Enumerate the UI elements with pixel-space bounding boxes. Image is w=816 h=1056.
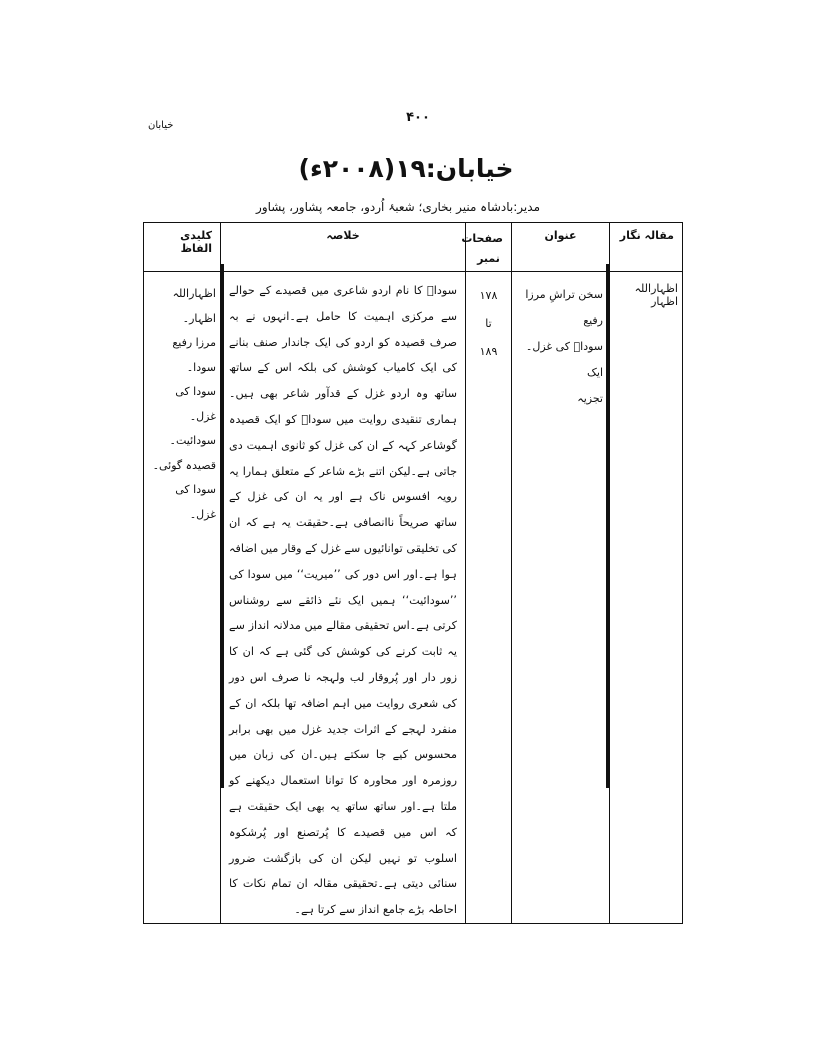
header-keywords: کلیدی الفاظ — [144, 223, 221, 272]
keyword: سودا کی غزل۔ — [175, 385, 216, 423]
cell-summary: سوداؔ کا نام اردو شاعری میں قصیدے کے حوالے سے مرکزی اہمیت کا حامل ہے۔انہوں نے بہ صرف قصیدہ کو اردو کی ایک جاندار صنف بنانے کی ایک کامیاب کوشش کی بلکہ اس کے ساتھ ساتھ وہ اردو غزل کے قدآور شاعر بھی ہیں۔ہماری تنقیدی روایت میں سوداؔ کو ایک قصیدہ گوشاعر کہہ کے ان کی غزل کو ثانوی اہمیت دی جاتی ہے۔لیکن اتنے بڑے شاعر کے متعلق ہمارا یہ رویہ افسوس ناک ہے اور یہ ان کی غزل کے ساتھ صریحاً ناانصافی ہے۔حقیقت یہ ہے کہ ان کی تخلیقی توانائیوں سے غزل کے وقار میں اضافہ ہوا ہے۔اور اس دور کی ’’میریت‘‘ میں سودا کی ’’سودائیت‘‘ ہمیں ایک نئے ذائقے سے روشناس کرتی ہے۔اس تحقیقی مقالے میں مدلانہ انداز سے یہ ثابت کرنے کی کوشش کی گئی ہے کہ ان کا زور دار اور پُروقار لب ولہجہ نا صرف اس دور کی شعری روایت میں اہم اضافہ تھا بلکہ ان کے منفرد لہجے کے اثرات جدید غزل میں بھی برابر محسوس کیے جا سکتے ہیں۔ان کی زبان میں روزمرہ اور محاورہ کا توانا استعمال دیکھنے کو ملتا ہے۔اور ساتھ ساتھ یہ بھی ایک حقیقت ہے کہ اس میں قصیدے کا پُرتصنع اور پُرشکوہ اسلوب تو نہیں لیکن ان کی بازگشت ضرور سنائی دیتی ہے۔تحقیقی مقالہ ان تمام نکات کا احاطہ بڑے جامع انداز سے کرتا ہے۔ — [221, 272, 466, 924]
keyword: قصیدہ گوئی۔ — [152, 458, 216, 472]
page-number: ۴۰۰ — [406, 110, 430, 125]
title-line: سخن تراشِ مرزا رفیع — [525, 288, 603, 327]
keyword: سودا کی غزل۔ — [175, 483, 216, 521]
journal-title: خیابان:۱۹(۲۰۰۸ء) — [298, 154, 514, 183]
cell-keywords — [144, 272, 221, 924]
title-line: سوداؔ کی غزل۔ایک — [525, 340, 603, 379]
column-rule — [606, 264, 609, 788]
cell-author: اظہاراللہ اظہار — [610, 272, 683, 924]
cell-title — [512, 272, 610, 924]
table-header-row — [144, 223, 683, 272]
header-summary: خلاصہ — [221, 223, 466, 272]
table-row — [144, 272, 683, 924]
page-start: ۱۷۸ — [479, 289, 498, 302]
cell-pages — [466, 272, 512, 924]
header-title: عنوان — [512, 223, 610, 272]
header-author: مقالہ نگار — [610, 223, 683, 272]
keyword: سودائیت۔ — [169, 434, 216, 447]
article-index-table — [143, 222, 683, 924]
title-line: تجزیہ — [577, 392, 603, 405]
page-end: ۱۸۹ — [479, 345, 498, 358]
running-head: خیابان — [148, 120, 174, 131]
keyword: مرزا رفیع سودا۔ — [172, 336, 216, 374]
header-pages: صفحات نمبر — [466, 223, 512, 272]
column-rule — [221, 264, 224, 788]
page-to: تا — [485, 317, 492, 330]
keyword: اظہاراللہ اظہار۔ — [172, 287, 216, 325]
editor-line: مدیر:بادشاہ منیر بخاری؛ شعبۂ اُردو، جامعہ پشاور، پشاور — [256, 200, 540, 214]
